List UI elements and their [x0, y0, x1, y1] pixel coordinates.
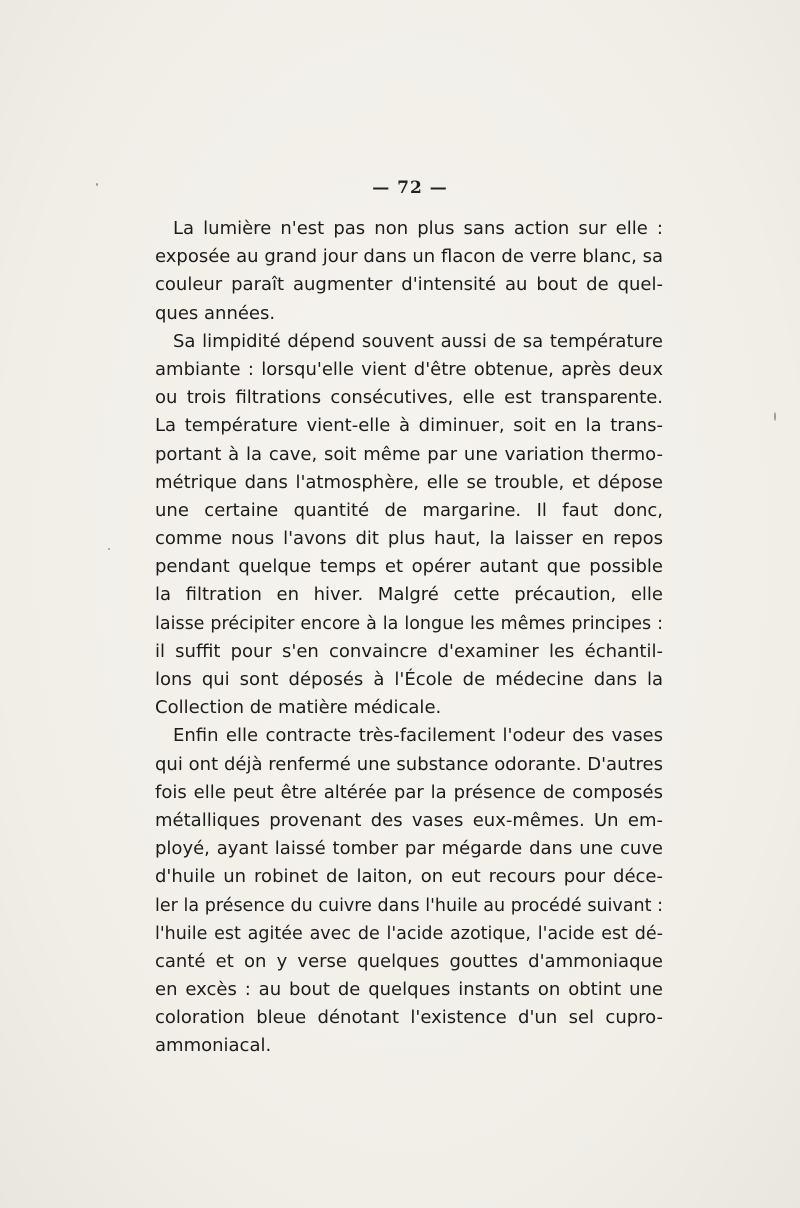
paper-speck: [108, 548, 110, 550]
text-line: ployé, ayant laissé tomber par mégarde dans une cuve: [155, 838, 663, 860]
text-line: qui ont déjà renfermé une substance odorante. D'autres: [155, 753, 663, 775]
text-line: ou trois filtrations consécutives, elle est transparente.: [155, 387, 663, 409]
text-line: en excès : au bout de quelques instants on obtint une: [155, 979, 663, 1001]
text-line: l'huile est agitée avec de l'acide azotique, l'acide est dé-: [155, 923, 663, 944]
text-line: exposée au grand jour dans un flacon de verre blanc, sa: [155, 246, 663, 268]
text-line: couleur paraît augmenter d'intensité au bout de quel-: [155, 274, 663, 296]
text-line: portant à la cave, soit même par une variation thermo-: [155, 443, 663, 465]
page-number: — 72 —: [372, 178, 448, 198]
text-line: ammoniacal.: [155, 1035, 272, 1057]
text-line: coloration bleue dénotant l'existence d'un sel cupro-: [155, 1007, 663, 1029]
text-line: ler la présence du cuivre dans l'huile au procédé suivant :: [155, 895, 663, 916]
text-line: métrique dans l'atmosphère, elle se trouble, et dépose: [155, 471, 663, 493]
text-line: lons qui sont déposés à l'École de médecine dans la: [155, 669, 663, 690]
text-line: laisse précipiter encore à la longue les mêmes principes :: [155, 613, 663, 634]
text-line: canté et on y verse quelques gouttes d'ammoniaque: [155, 950, 663, 972]
text-line: une certaine quantité de margarine. Il faut donc,: [155, 499, 663, 521]
text-line: fois elle peut être altérée par la présence de composés: [155, 781, 663, 803]
text-line: comme nous l'avons dit plus haut, la laisser en repos: [155, 528, 663, 550]
text-line: ques années.: [155, 302, 276, 324]
text-line: d'huile un robinet de laiton, on eut recours pour déce-: [155, 866, 663, 888]
paper-speck: [774, 412, 776, 421]
text-line: Enfin elle contracte très-facilement l'odeur des vases: [173, 725, 663, 747]
text-line: La lumière n'est pas non plus sans action sur elle :: [173, 218, 663, 239]
text-line: Collection de matière médicale.: [155, 697, 442, 719]
text-line: pendant quelque temps et opérer autant que possible: [155, 556, 663, 578]
text-line: la filtration en hiver. Malgré cette précaution, elle: [155, 584, 663, 606]
text-line: métalliques provenant des vases eux-mêmes. Un em-: [155, 809, 663, 831]
text-line: ambiante : lorsqu'elle vient d'être obtenue, après deux: [155, 358, 663, 380]
body-text: [155, 215, 663, 1061]
text-line: Sa limpidité dépend souvent aussi de sa température: [173, 330, 663, 352]
text-line: il suffit pour s'en convaincre d'examiner les échantil-: [155, 640, 663, 662]
text-line: La température vient-elle à diminuer, soit en la trans-: [155, 415, 663, 437]
